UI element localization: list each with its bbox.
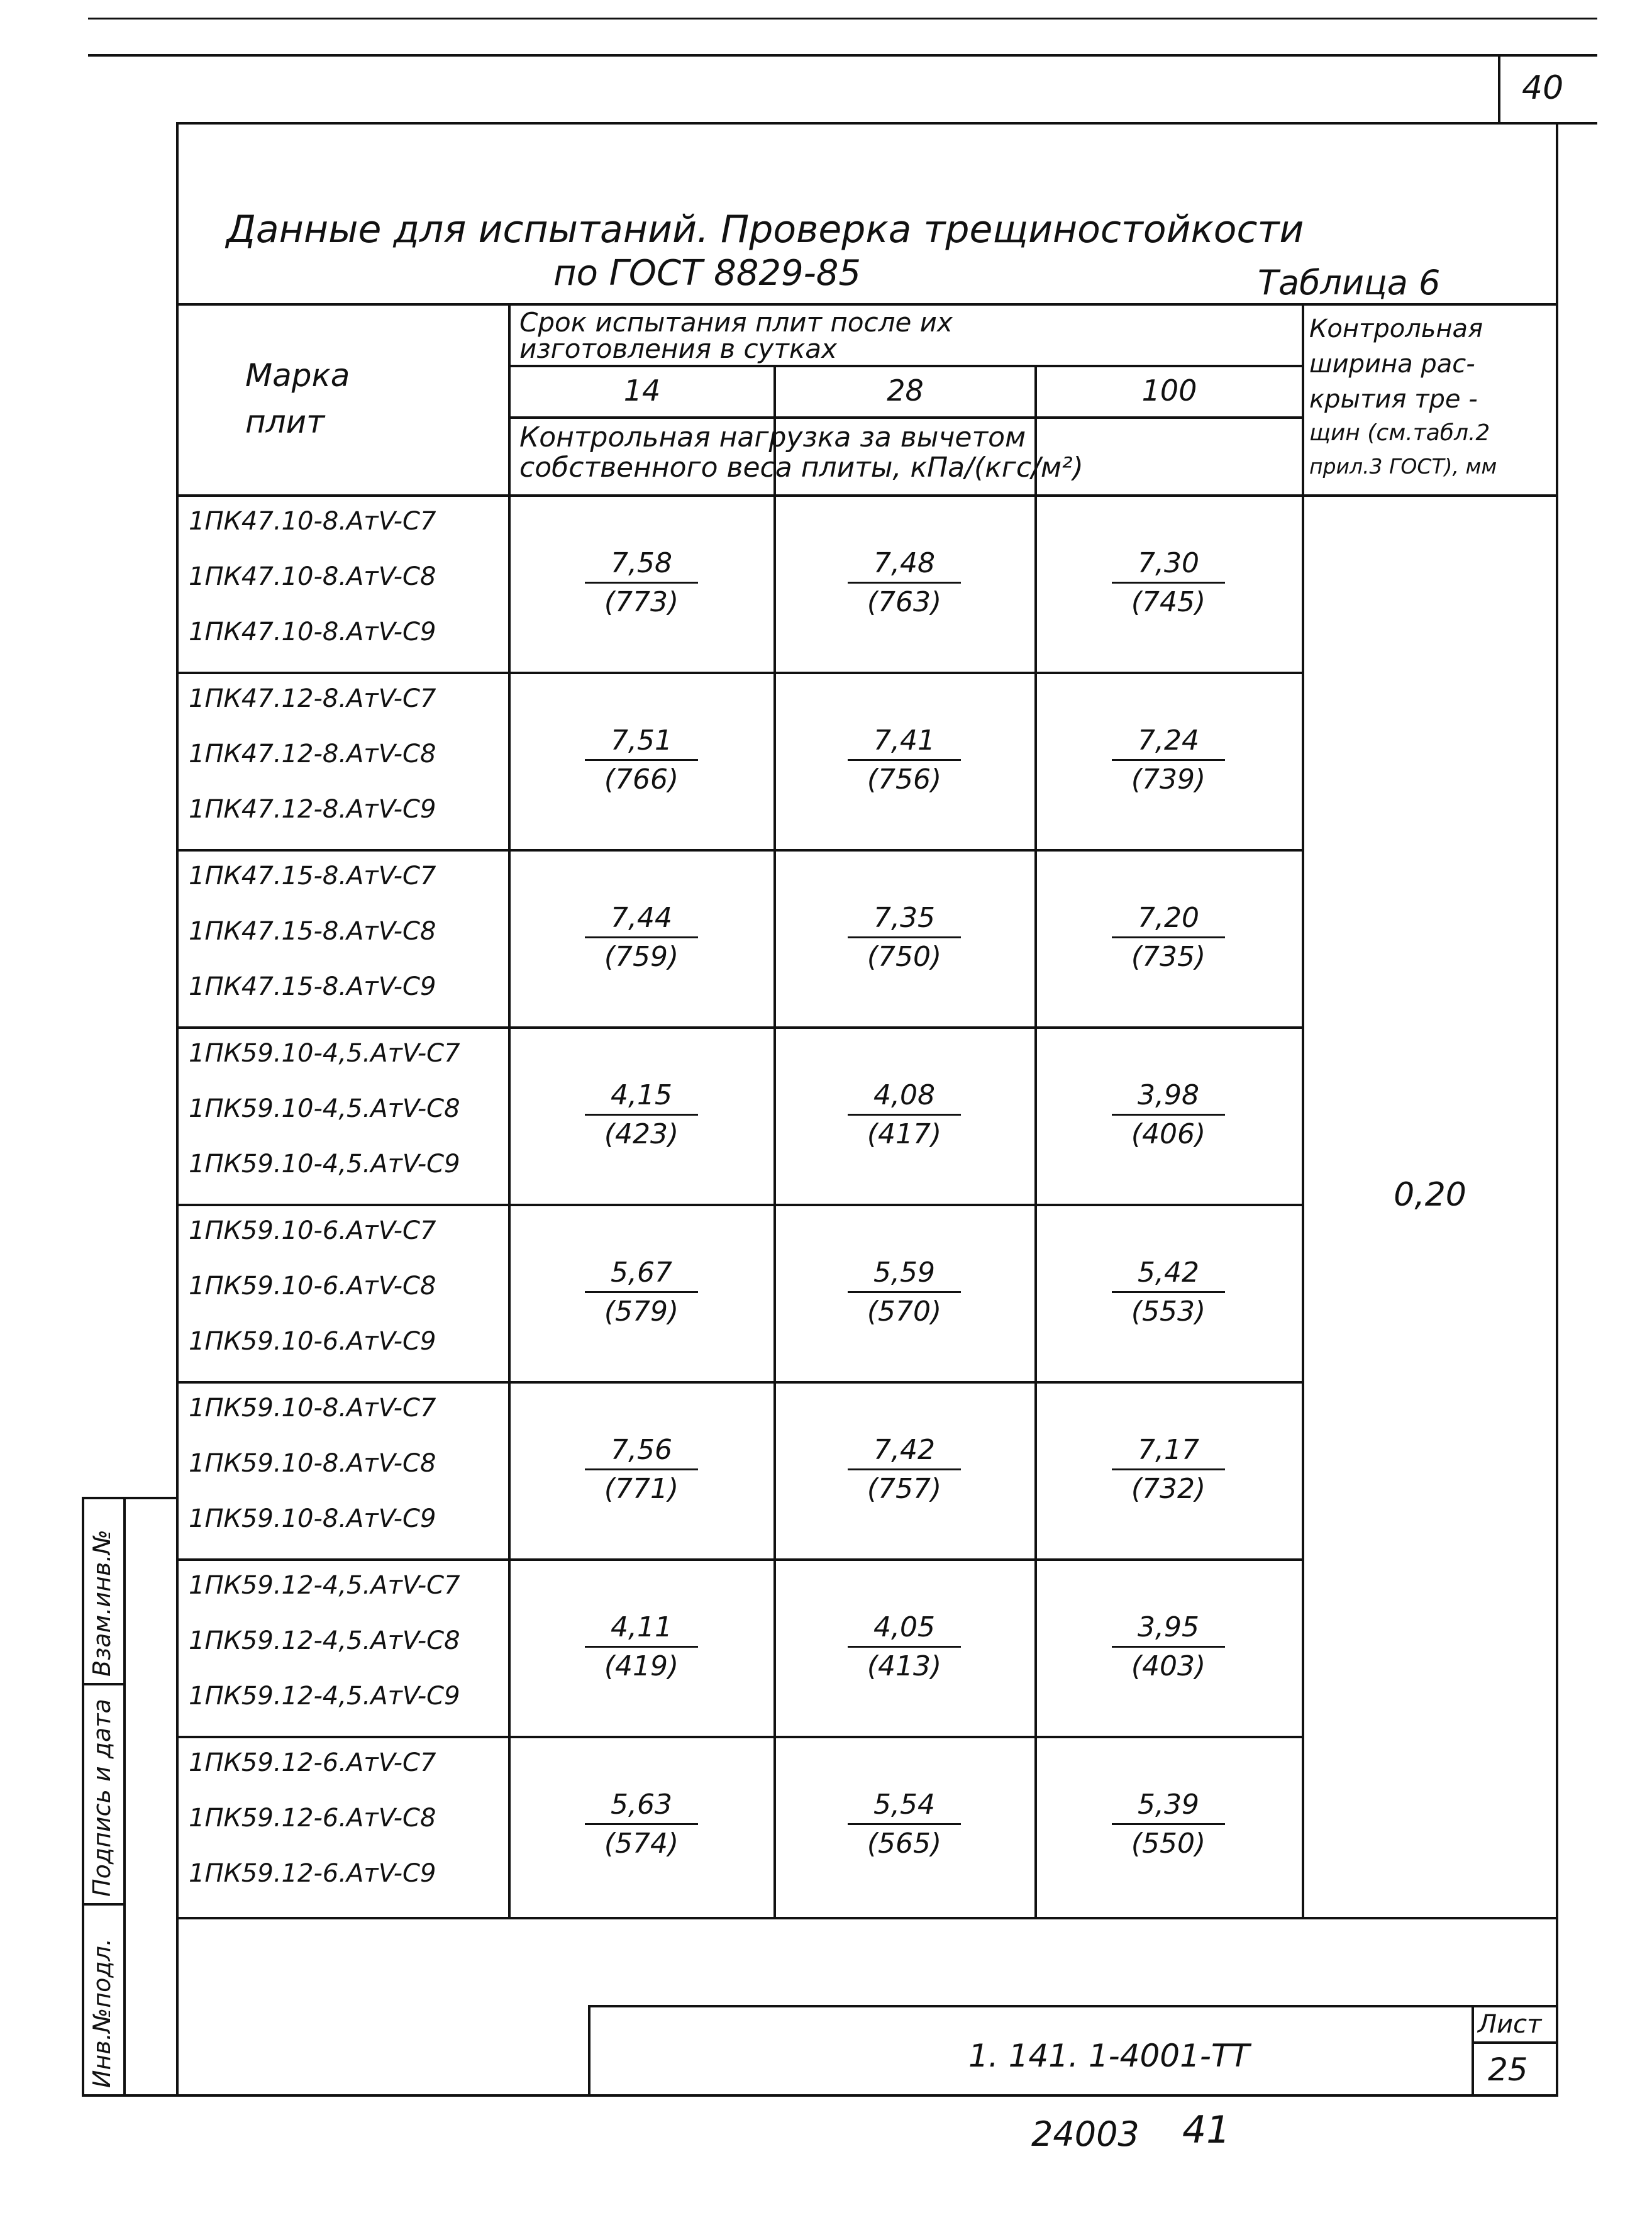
- top-frame-line: [88, 54, 1597, 57]
- plate-mark: 1ПК59.10-8.АтV-С7: [189, 1394, 436, 1423]
- load-kgs: (756): [867, 763, 942, 796]
- side-strip-mid: [123, 1497, 126, 2094]
- load-kpa: 7,35: [848, 902, 961, 938]
- stamp-left: [588, 2005, 590, 2094]
- header-row-line-1: [508, 365, 1302, 367]
- header-bottom: [176, 494, 1556, 497]
- plate-mark: 1ПК47.15-8.АтV-С8: [189, 917, 436, 946]
- plate-mark: 1ПК59.12-4,5.АтV-С7: [189, 1571, 460, 1600]
- load-value-v28: [841, 1257, 967, 1328]
- group-separator: [176, 1381, 1302, 1384]
- frame-left: [176, 122, 179, 2094]
- plate-mark: 1ПК47.10-8.АтV-С9: [189, 618, 436, 647]
- load-kpa: 7,58: [585, 547, 698, 584]
- load-kpa: 7,30: [1112, 547, 1225, 584]
- frame-bottom: [82, 2094, 1558, 2097]
- header-day-14: 14: [623, 374, 661, 408]
- header-day-100: 100: [1141, 374, 1197, 408]
- load-kpa: 7,51: [585, 724, 698, 761]
- load-value-v28: [841, 1079, 967, 1150]
- load-value-v100: [1106, 724, 1231, 796]
- group-separator: [176, 849, 1302, 852]
- load-kpa: 7,44: [585, 902, 698, 938]
- load-value-v14: [579, 902, 704, 973]
- side-strip-top: [82, 1497, 176, 1499]
- archive-sheet: 41: [1182, 2108, 1231, 2152]
- load-kpa: 4,05: [848, 1611, 961, 1648]
- group-separator: [176, 1558, 1302, 1561]
- plate-mark: 1ПК59.10-4,5.АтV-С9: [189, 1150, 460, 1179]
- load-value-v28: [841, 902, 967, 973]
- load-kgs: (570): [867, 1296, 942, 1328]
- load-value-v14: [579, 1257, 704, 1328]
- load-kgs: (550): [1131, 1828, 1206, 1860]
- plate-mark: 1ПК59.10-8.АтV-С8: [189, 1449, 436, 1478]
- side-strip-sep1: [82, 1683, 123, 1685]
- load-kgs: (745): [1131, 586, 1206, 618]
- group-separator: [176, 1736, 1302, 1738]
- header-day-28: 28: [887, 374, 924, 408]
- load-value-v14: [579, 1611, 704, 1682]
- plate-mark: 1ПК47.12-8.АтV-С7: [189, 684, 436, 713]
- load-value-v28: [841, 547, 967, 618]
- group-separator: [176, 672, 1302, 674]
- header-crack-4: щин (см.табл.2: [1309, 420, 1490, 446]
- load-kpa: 5,63: [585, 1789, 698, 1825]
- plate-mark: 1ПК59.10-4,5.АтV-С7: [189, 1039, 460, 1068]
- plate-mark: 1ПК59.12-4,5.АтV-С9: [189, 1682, 460, 1711]
- header-period-title-2: изготовления в сутках: [519, 333, 837, 364]
- load-kpa: 4,15: [585, 1079, 698, 1116]
- plate-mark: 1ПК47.10-8.АтV-С7: [189, 507, 436, 536]
- plate-mark: 1ПК59.10-6.АтV-С9: [189, 1327, 436, 1356]
- load-value-v28: [841, 1434, 967, 1505]
- load-value-v100: [1106, 1611, 1231, 1682]
- load-kgs: (773): [604, 586, 679, 618]
- load-kgs: (413): [867, 1650, 942, 1682]
- plate-mark: 1ПК59.10-6.АтV-С7: [189, 1216, 436, 1245]
- load-kgs: (574): [604, 1828, 679, 1860]
- header-crack-1: Контрольная: [1309, 314, 1483, 343]
- header-crack-2: ширина рас-: [1309, 350, 1475, 379]
- load-value-v100: [1106, 547, 1231, 618]
- load-kpa: 7,41: [848, 724, 961, 761]
- load-kgs: (766): [604, 763, 679, 796]
- load-kpa: 5,54: [848, 1789, 961, 1825]
- col-sep-mark: [508, 303, 511, 1917]
- body-bottom-line: [176, 1917, 1556, 1919]
- col-sep-28: [773, 365, 776, 1917]
- plate-mark: 1ПК47.12-8.АтV-С8: [189, 740, 436, 769]
- load-value-v100: [1106, 1079, 1231, 1150]
- load-kgs: (406): [1131, 1118, 1206, 1150]
- page-number-box-left: [1498, 54, 1500, 122]
- load-kgs: (750): [867, 941, 942, 973]
- load-value-v100: [1106, 902, 1231, 973]
- load-kpa: 7,56: [585, 1434, 698, 1470]
- load-value-v14: [579, 1079, 704, 1150]
- load-kpa: 3,98: [1112, 1079, 1225, 1116]
- crack-width-value: 0,20: [1394, 1176, 1466, 1214]
- header-mark: Марка плит: [245, 357, 350, 440]
- load-value-v28: [841, 724, 967, 796]
- load-kpa: 4,08: [848, 1079, 961, 1116]
- load-kgs: (565): [867, 1828, 942, 1860]
- top-border-line: [88, 18, 1597, 19]
- load-kgs: (553): [1131, 1296, 1206, 1328]
- load-kpa: 7,24: [1112, 724, 1225, 761]
- plate-mark: 1ПК59.12-6.АтV-С7: [189, 1748, 436, 1777]
- stamp-sheet-sep: [1472, 2005, 1474, 2094]
- load-kgs: (579): [604, 1296, 679, 1328]
- frame-top: [176, 122, 1560, 125]
- load-value-v100: [1106, 1789, 1231, 1860]
- header-crack-5: прил.3 ГОСТ), мм: [1309, 454, 1497, 479]
- plate-mark: 1ПК59.10-8.АтV-С9: [189, 1504, 436, 1533]
- load-kpa: 4,11: [585, 1611, 698, 1648]
- load-value-v14: [579, 1434, 704, 1505]
- plate-mark: 1ПК59.10-4,5.АтV-С8: [189, 1094, 460, 1123]
- load-kgs: (757): [867, 1473, 942, 1505]
- header-crack-3: крытия тре -: [1309, 385, 1478, 414]
- load-kpa: 5,39: [1112, 1789, 1225, 1825]
- group-separator: [176, 1204, 1302, 1206]
- load-kpa: 7,48: [848, 547, 961, 584]
- load-kgs: (763): [867, 586, 942, 618]
- load-value-v28: [841, 1611, 967, 1682]
- page-title-line2: по ГОСТ 8829-85: [553, 253, 862, 294]
- header-period-title-1: Срок испытания плит после их: [519, 307, 953, 338]
- load-kgs: (739): [1131, 763, 1206, 796]
- load-kgs: (732): [1131, 1473, 1206, 1505]
- load-value-v100: [1106, 1257, 1231, 1328]
- archive-number: 24003: [1031, 2114, 1139, 2154]
- stamp-top: [588, 2005, 1556, 2007]
- stamp-sheet-number: 25: [1488, 2051, 1528, 2088]
- load-kpa: 7,42: [848, 1434, 961, 1470]
- load-kpa: 7,20: [1112, 902, 1225, 938]
- plate-mark: 1ПК47.12-8.АтV-С9: [189, 795, 436, 824]
- plate-mark: 1ПК59.12-4,5.АтV-С8: [189, 1626, 460, 1655]
- load-kgs: (759): [604, 941, 679, 973]
- group-separator: [176, 1026, 1302, 1029]
- load-kgs: (771): [604, 1473, 679, 1505]
- side-label-vzam: Взам.инв.№: [88, 1529, 116, 1677]
- col-sep-crack: [1302, 303, 1304, 1917]
- load-kgs: (417): [867, 1118, 942, 1150]
- plate-mark: 1ПК59.10-6.АтV-С8: [189, 1272, 436, 1301]
- load-kgs: (403): [1131, 1650, 1206, 1682]
- load-kpa: 5,59: [848, 1257, 961, 1293]
- load-value-v14: [579, 1789, 704, 1860]
- load-kpa: 5,42: [1112, 1257, 1225, 1293]
- page-number: 40: [1522, 69, 1564, 107]
- side-strip-left: [82, 1497, 84, 2094]
- load-kgs: (423): [604, 1118, 679, 1150]
- side-label-signature: Подпись и дата: [88, 1699, 116, 1897]
- header-load-title-1: Контрольная нагрузка за вычетом: [519, 421, 1026, 453]
- page-title-line1: Данные для испытаний. Проверка трещиностойкости: [226, 208, 1304, 252]
- load-kgs: (419): [604, 1650, 679, 1682]
- stamp-sheet-line: [1472, 2041, 1556, 2044]
- table-top: [176, 303, 1556, 306]
- stamp-sheet-label: Лист: [1478, 2010, 1542, 2039]
- plate-mark: 1ПК59.12-6.АтV-С9: [189, 1859, 436, 1888]
- plate-mark: 1ПК59.12-6.АтV-С8: [189, 1804, 436, 1833]
- load-kgs: (735): [1131, 941, 1206, 973]
- plate-mark: 1ПК47.10-8.АтV-С8: [189, 562, 436, 591]
- plate-mark: 1ПК47.15-8.АтV-С9: [189, 972, 436, 1001]
- load-value-v14: [579, 724, 704, 796]
- load-value-v100: [1106, 1434, 1231, 1505]
- load-value-v28: [841, 1789, 967, 1860]
- load-kpa: 7,17: [1112, 1434, 1225, 1470]
- frame-right: [1556, 122, 1558, 2094]
- side-label-inv-podl: Инв.№подл.: [88, 1938, 116, 2088]
- load-kpa: 3,95: [1112, 1611, 1225, 1648]
- table-label: Таблица 6: [1258, 263, 1441, 302]
- load-kpa: 5,67: [585, 1257, 698, 1293]
- plate-mark: 1ПК47.15-8.АтV-С7: [189, 862, 436, 891]
- header-row-line-2: [508, 416, 1302, 419]
- header-load-title-2: собственного веса плиты, кПа/(кгс/м²): [519, 452, 1084, 484]
- side-strip-sep2: [82, 1903, 123, 1906]
- stamp-doc-code: 1. 141. 1-4001-ТТ: [968, 2038, 1250, 2074]
- load-value-v14: [579, 547, 704, 618]
- col-sep-100: [1034, 365, 1037, 1917]
